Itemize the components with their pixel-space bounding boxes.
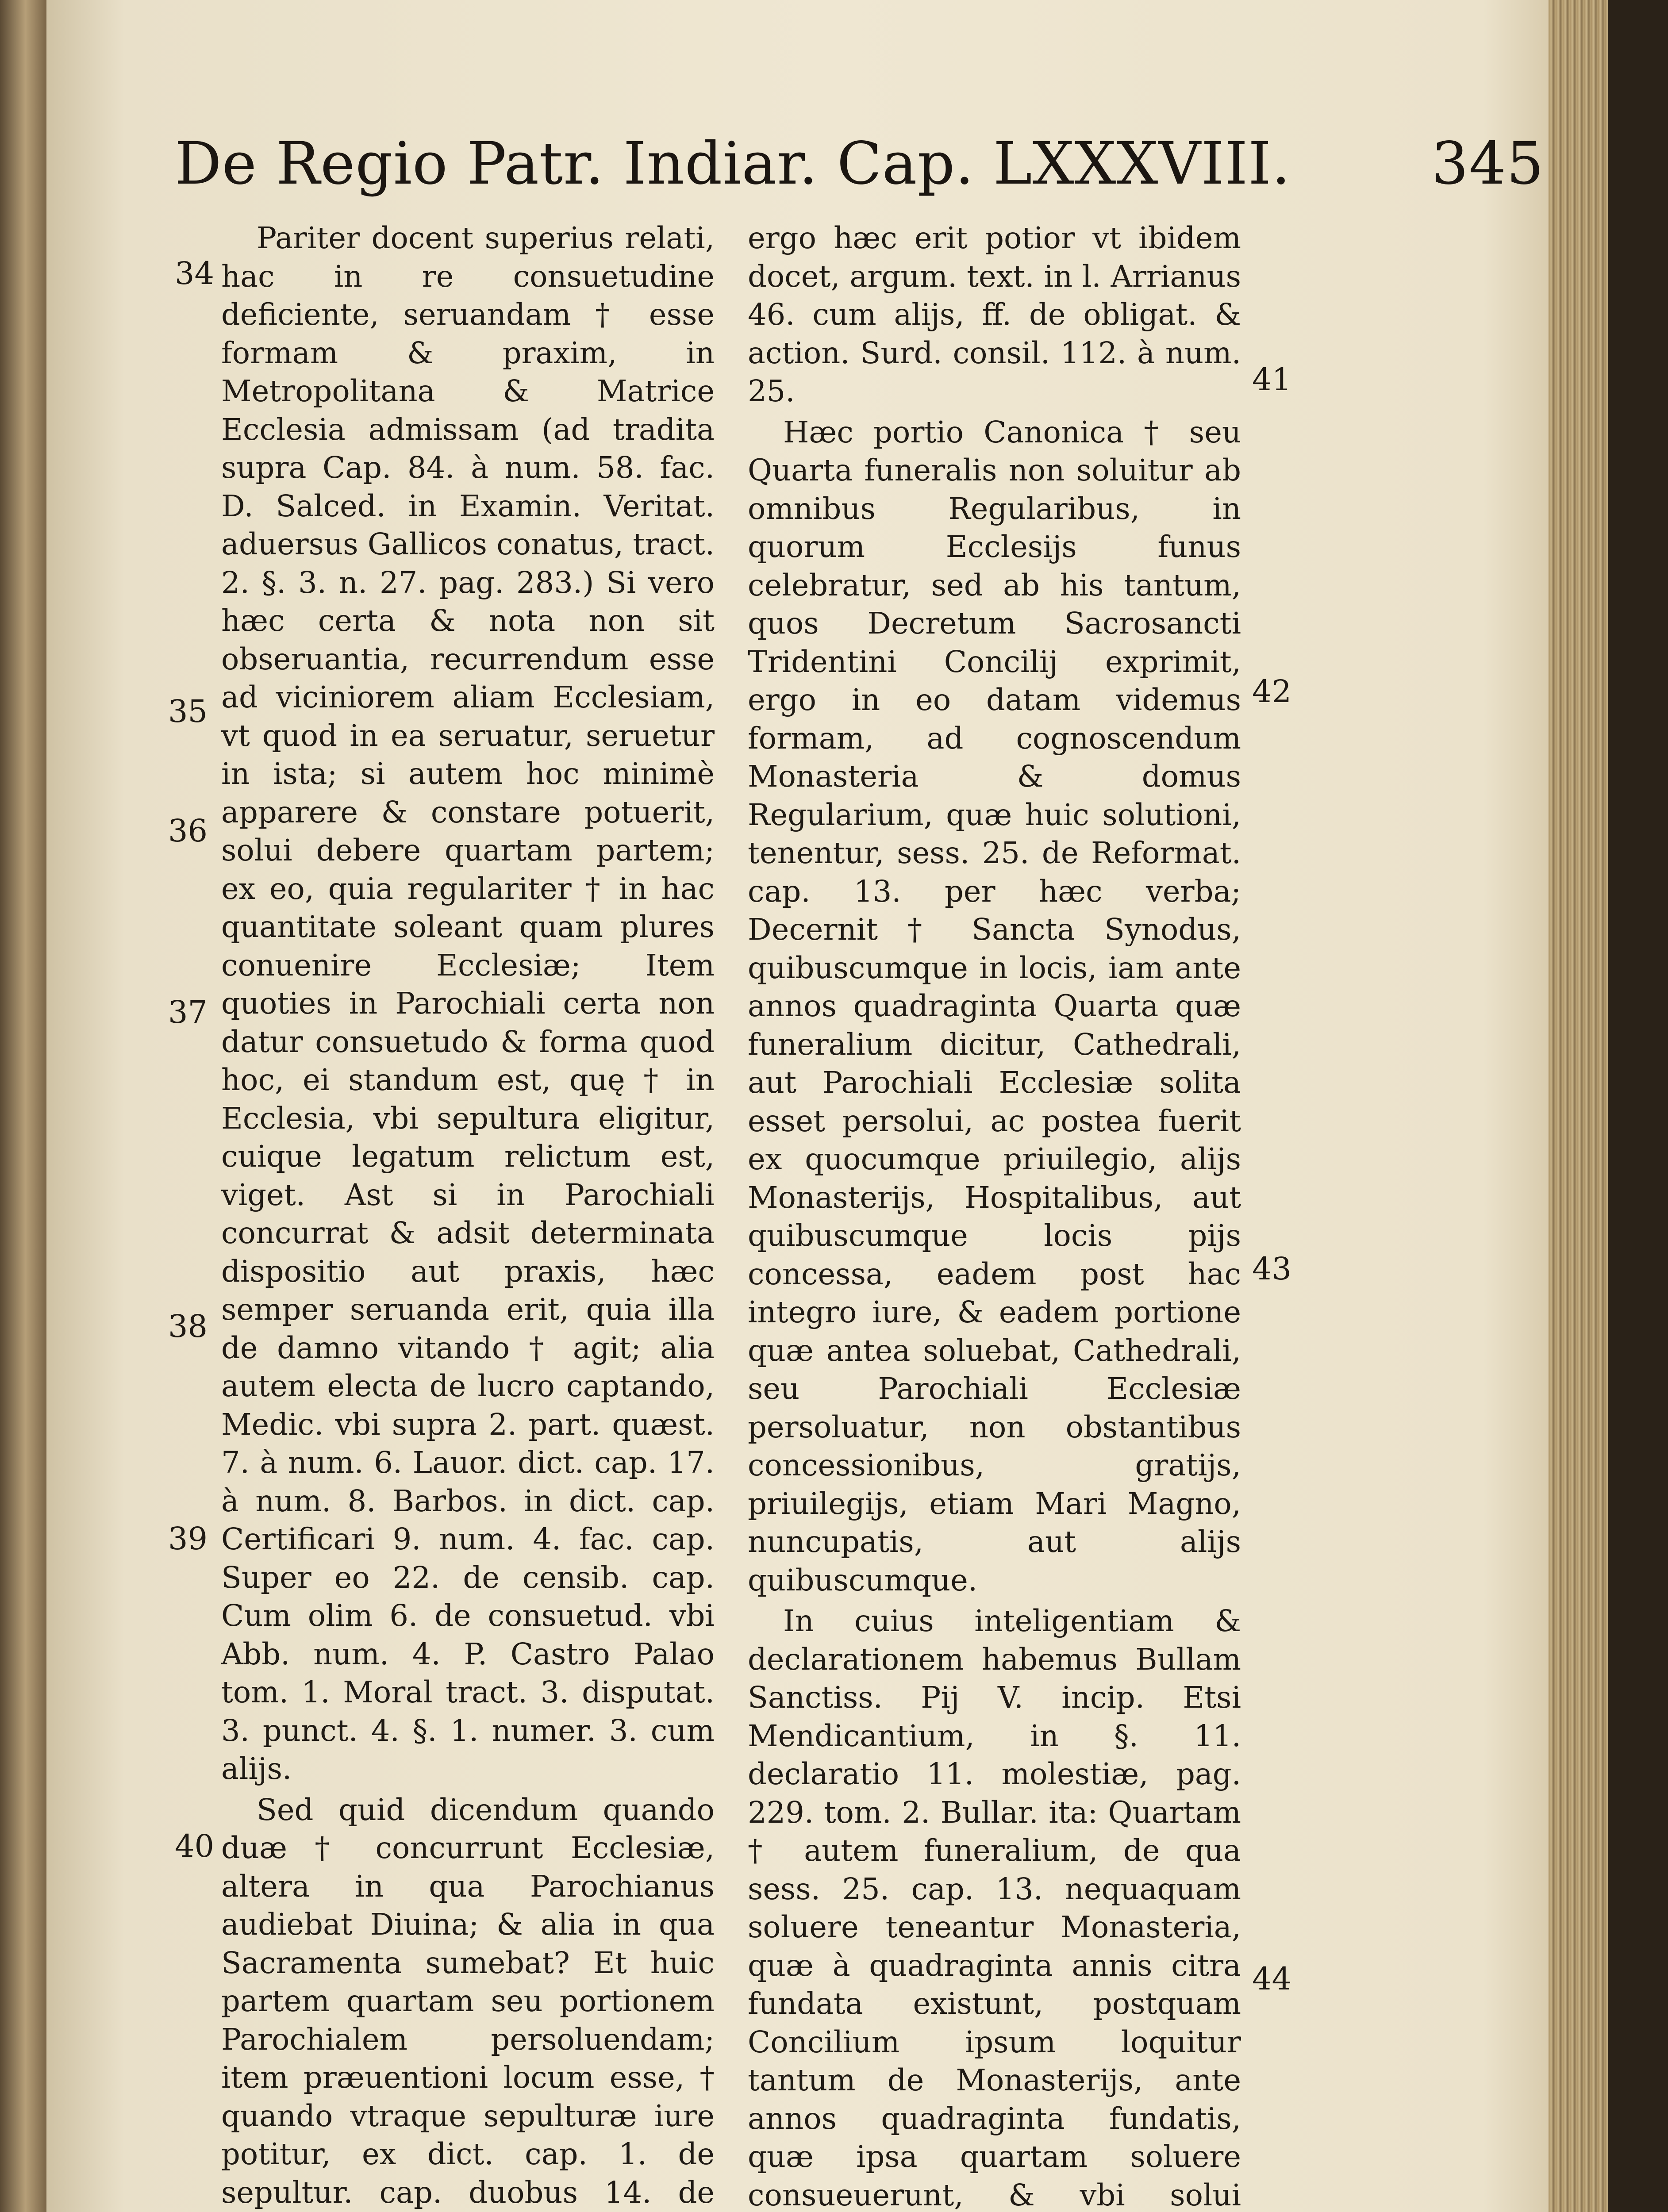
margin-number: 44 [1252,1961,1292,1997]
margin-number: 35 [168,693,208,730]
left-text-column [221,219,715,2212]
facing-page-edge [0,0,46,2212]
margin-number: 43 [1252,1251,1292,1287]
paragraph: Hæc portio Canonica † seu Quarta funeralis non soluitur ab omnibus Regularibus, in quorum Ecclesijs funus celebratur, sed ab his tantum, quos Decretum Sacrosancti Tridentini Concilij exprimit, ergo in eo datam videmus formam, ad cognoscendum Monasteria & domus Regularium, quæ huic solutioni, tenentur, sess. 25. de Reformat. cap. 13. per hæc verba; Decernit † Sancta Synodus, quibuscumque in locis, iam ante annos quadraginta Quarta quæ funeralium dicitur, Cathedrali, aut Parochiali Ecclesiæ solita esset persolui, ac postea fuerit ex quocumque priuilegio, alijs Monasterijs, Hospitalibus, aut quibuscumque locis pijs concessa, eadem post hac integro iure, & eadem portione quæ antea soluebat, Cathedrali, seu Parochiali Ecclesiæ persoluatur, non obstantibus concessionibus, gratijs, priuilegijs, etiam Mari Magno, nuncupatis, aut alijs quibuscumque. [748,415,1241,1598]
margin-number: 40 [175,1828,215,1864]
running-header [175,124,1557,204]
margin-number: 39 [168,1521,208,1557]
running-title: De Regio Patr. Indiar. Cap. LXXXVIII. [175,130,1291,198]
paragraph: Sed quid dicendum quando duæ † concurrunt Ecclesiæ, altera in qua Parochianus audiebat Diuina; & alia in qua Sacramenta sumebat? Et huic partem quartam seu portionem Parochialem persoluendam; item præuentioni locum esse, † quando vtraque sepulturæ iure potitur, ex dict. cap. 1. de sepultur. cap. duobus 14. de [221,1792,715,2210]
right-text-column [748,219,1241,2212]
margin-number: 38 [168,1308,208,1344]
page-number: 345 [1431,130,1544,198]
page-fore-edge [1549,0,1608,2212]
margin-number: 36 [168,813,208,849]
margin-number: 42 [1252,673,1292,710]
margin-number: 34 [175,255,215,292]
margin-number: 37 [168,994,208,1030]
paragraph: In cuius inteligentiam & declarationem habemus Bullam Sanctiss. Pij V. incip. Etsi Mendicantium, in §. 11. declaratio 11. molestiæ, pag. 229. tom. 2. Bullar. ita: Quartam † autem funeralium, de qua sess. 25. cap. 13. nequaquam soluere teneantur Monasteria, quæ à quadraginta annis citra fundata existunt, postquam Concilium ipsum loquitur tantum de Monasterijs, ante annos quadraginta fundatis, quæ ipsa quartam soluere consueuerunt, & vbi solui [748,1604,1241,2212]
margin-number: 41 [1252,361,1292,398]
paragraph: ergo hæc erit potior vt ibidem docet, argum. text. in l. Arrianus 46. cum alijs, ff. de obligat. & action. Surd. consil. 112. à num. 25. [748,221,1241,408]
paragraph: Pariter docent superius relati, hac in re consuetudine deficiente, seruandam † esse formam & praxim, in Metropolitana & Matrice Ecclesia admissam (ad tradita supra Cap. 84. à num. 58. fac. D. Salced. in Examin. Veritat. aduersus Gallicos conatus, tract. 2. §. 3. n. 27. pag. 283.) Si vero hæc certa & nota non sit obseruantia, recurrendum esse ad viciniorem aliam Ecclesiam, vt quod in ea seruatur, seruetur in ista; si autem hoc minimè apparere & constare potuerit, solui debere quartam partem; ex eo, quia regulariter † in hac quantitate soleant quam plures conuenire Ecclesiæ; Item quoties in Parochiali certa non datur consuetudo & forma quod hoc, ei standum est, quę † in Ecclesia, vbi sepultura eligitur, cuique legatum relictum est, viget. Ast si in Parochiali concurrat & adsit determinata dispositio aut praxis, hæc semper seruanda erit, quia illa de damno vitando † agit; alia autem electa de lucro captando, Medic. vbi supra 2. part. quæst. 7. à num. 6. Lauor. dict. cap. 17. à num. 8. Barbos. in dict. cap. Certificari 9. num. 4. fac. cap. Super eo 22. de censib. cap. Cum olim 6. de consuetud. vbi Abb. num. 4. P. Castro Palao tom. 1. Moral tract. 3. disputat. 3. punct. 4. §. 1. numer. 3. cum alijs. [221,221,715,1786]
